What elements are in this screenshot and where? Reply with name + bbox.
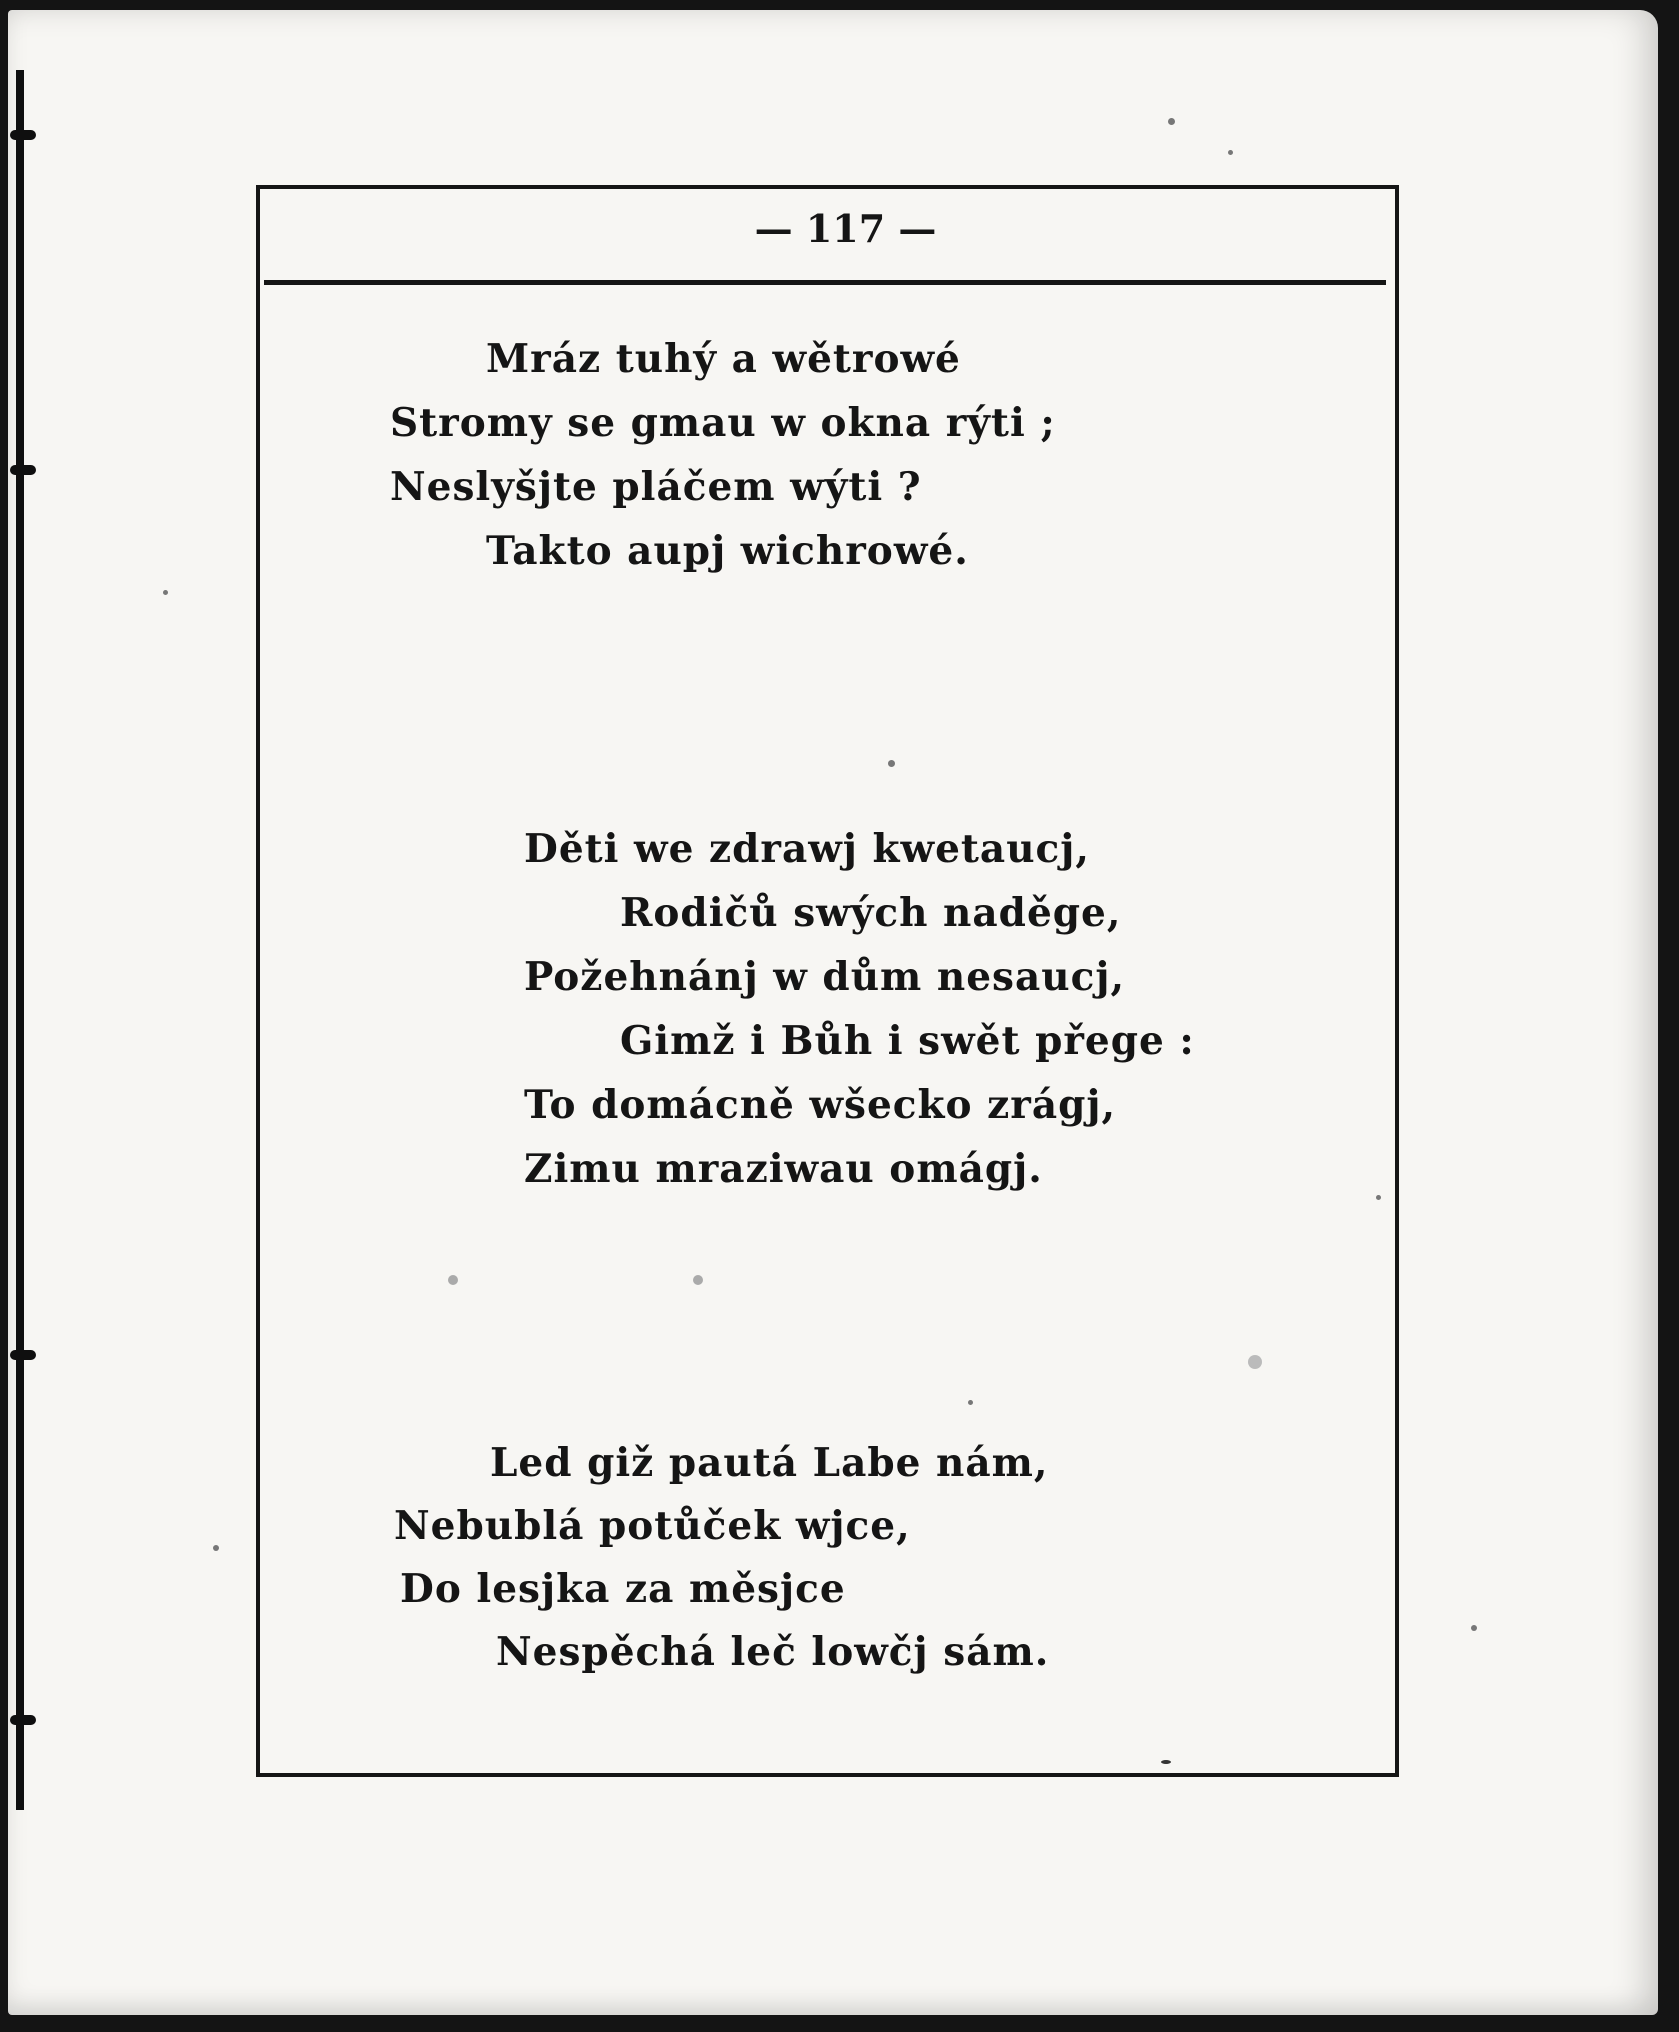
verse-line: Nebublá potůček wjce, (394, 1503, 911, 1549)
verse-line: Neslyšjte pláčem wýti ? (390, 464, 922, 510)
paper-speck (1471, 1625, 1477, 1631)
binding-stitch (10, 130, 36, 140)
verse-line: Rodičů swých naděge, (620, 890, 1122, 936)
verse-line: Stromy se gmau w okna rýti ; (390, 400, 1056, 446)
paper-speck (213, 1545, 219, 1551)
verse-line: Požehnánj w dům nesaucj, (524, 954, 1126, 1000)
binding-stitch (10, 1350, 36, 1360)
verse-line: Takto aupj wichrowé. (486, 528, 969, 574)
page-number: — 117 — (754, 206, 937, 251)
verse-line: Nespěchá leč lowčj sám. (496, 1629, 1050, 1675)
paper-speck (1228, 150, 1233, 155)
verse-line: Mráz tuhý a wětrowé (486, 336, 961, 382)
verse-line: Děti we zdrawj kwetaucj, (524, 826, 1090, 872)
verse-line: To domácně wšecko zrágj, (524, 1082, 1117, 1128)
paper-speck (163, 590, 168, 595)
verse-line: Gimž i Bůh i swět přege : (620, 1018, 1195, 1064)
paper-speck (1168, 118, 1175, 125)
header-rule (264, 280, 1386, 285)
verse-line: Zimu mraziwau omágj. (524, 1146, 1043, 1192)
binding-stitch (10, 1715, 36, 1725)
binding-thread (16, 70, 24, 1810)
binding-stitch (10, 465, 36, 475)
verse-line: Led giž pautá Labe nám, (490, 1440, 1049, 1486)
verse-line: Do lesjka za měsjce (400, 1566, 846, 1612)
